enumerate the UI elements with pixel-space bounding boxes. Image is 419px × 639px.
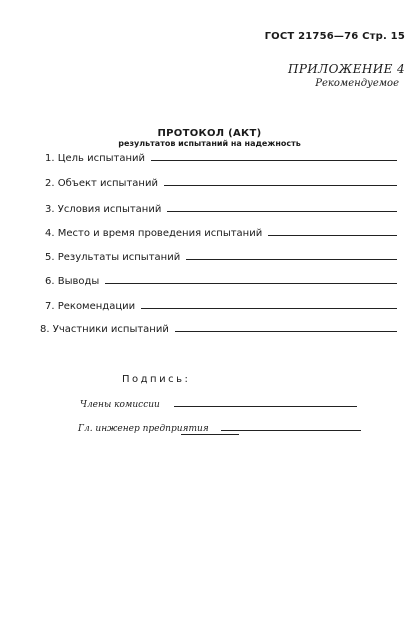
signature-chief-engineer-row	[78, 424, 361, 434]
fill-line	[141, 308, 397, 309]
item-label: 7. Рекомендации	[45, 301, 136, 312]
item-label: 6. Выводы	[45, 276, 100, 287]
protocol-item-conclusions	[45, 276, 397, 287]
protocol-item-participants	[40, 324, 397, 335]
signature-label: Члены комиссии	[80, 400, 160, 410]
signature-label: Гл. инженер предприятия	[78, 424, 209, 434]
protocol-item-place-time	[45, 228, 397, 239]
fill-line	[164, 185, 397, 186]
document-subtitle: результатов испытаний на надежность	[118, 139, 301, 148]
protocol-item-conditions	[45, 204, 397, 215]
fill-line	[268, 235, 397, 236]
bottom-rule	[181, 434, 239, 435]
protocol-item-purpose	[45, 153, 397, 164]
fill-line	[175, 331, 397, 332]
protocol-item-recommendations	[45, 301, 397, 312]
document-title: ПРОТОКОЛ (АКТ)	[157, 128, 262, 139]
protocol-item-results	[45, 252, 397, 263]
item-label: 8. Участники испытаний	[40, 324, 169, 335]
signature-commission	[80, 400, 357, 410]
signature-line	[221, 430, 361, 431]
item-label: 3. Условия испытаний	[45, 204, 162, 215]
fill-line	[105, 283, 397, 284]
fill-line	[167, 211, 397, 212]
standard-page-header: ГОСТ 21756—76 Стр. 15	[264, 31, 405, 42]
signature-line	[174, 406, 357, 407]
fill-line	[186, 259, 397, 260]
item-label: 1. Цель испытаний	[45, 153, 146, 164]
signature-title: Подпись:	[122, 374, 191, 385]
appendix-label: ПРИЛОЖЕНИЕ 4	[287, 62, 405, 76]
item-label: 2. Объект испытаний	[45, 178, 158, 189]
item-label: 5. Результаты испытаний	[45, 252, 181, 263]
fill-line	[151, 160, 397, 161]
recommended-label: Рекомендуемое	[315, 78, 399, 89]
protocol-item-object	[45, 178, 397, 189]
item-label: 4. Место и время проведения испытаний	[45, 228, 263, 239]
